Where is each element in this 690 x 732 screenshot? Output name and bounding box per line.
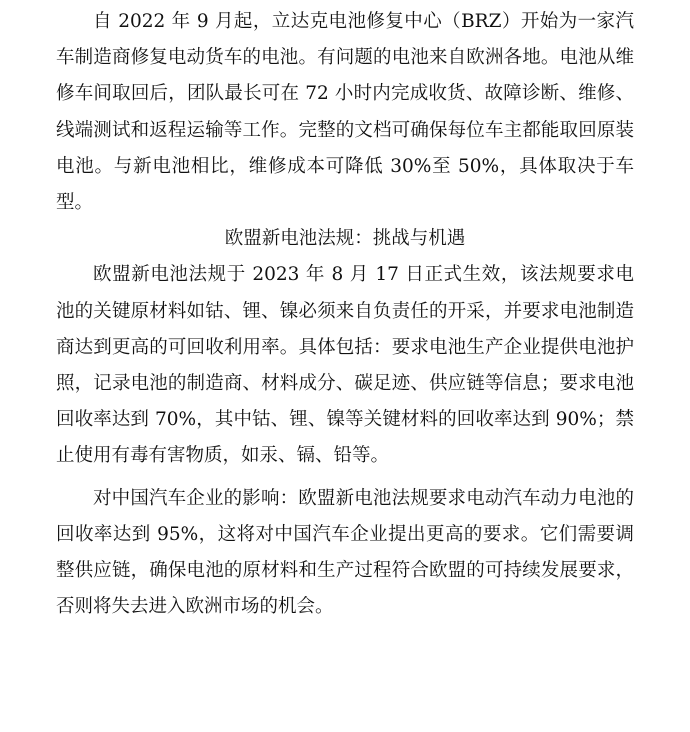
paragraph-impact-on-chinese-automakers: 对中国汽车企业的影响：欧盟新电池法规要求电动汽车动力电池的回收率达到 95%，这将对中国汽车企业提出更高的要求。它们需要调整供应链，确保电池的原材料和生产过程符合欧盟的可持续发展要求，否则将失去进入欧洲市场的机会。: [56, 487, 634, 618]
section-heading: 欧盟新电池法规：挑战与机遇: [224, 228, 466, 250]
paragraph-battery-repair-center: 自 2022 年 9 月起，立达克电池修复中心（BRZ）开始为一家汽车制造商修复电动货车的电池。有问题的电池来自欧洲各地。电池从维修车间取回后，团队最长可在 72 小时内完成收货、故障诊断、维修、线端测试和返程运输等工作。完整的文档可确保每位车主都能取回原装电池。与新电池相比，维修成本可降低 30%至 50%，具体取决于车型。: [56, 11, 634, 214]
paragraph-eu-battery-regulation: 欧盟新电池法规于 2023 年 8 月 17 日正式生效，该法规要求电池的关键原材料如钴、锂、镍必须来自负责任的开采，并要求电池制造商达到更高的可回收利用率。具体包括：要求电池生产企业提供电池护照，记录电池的制造商、材料成分、碳足迹、供应链等信息；要求电池回收率达到 70%，其中钴、锂、镍等关键材料的回收率达到 90%；禁止使用有毒有害物质，如汞、镉、铅等。: [56, 264, 634, 467]
